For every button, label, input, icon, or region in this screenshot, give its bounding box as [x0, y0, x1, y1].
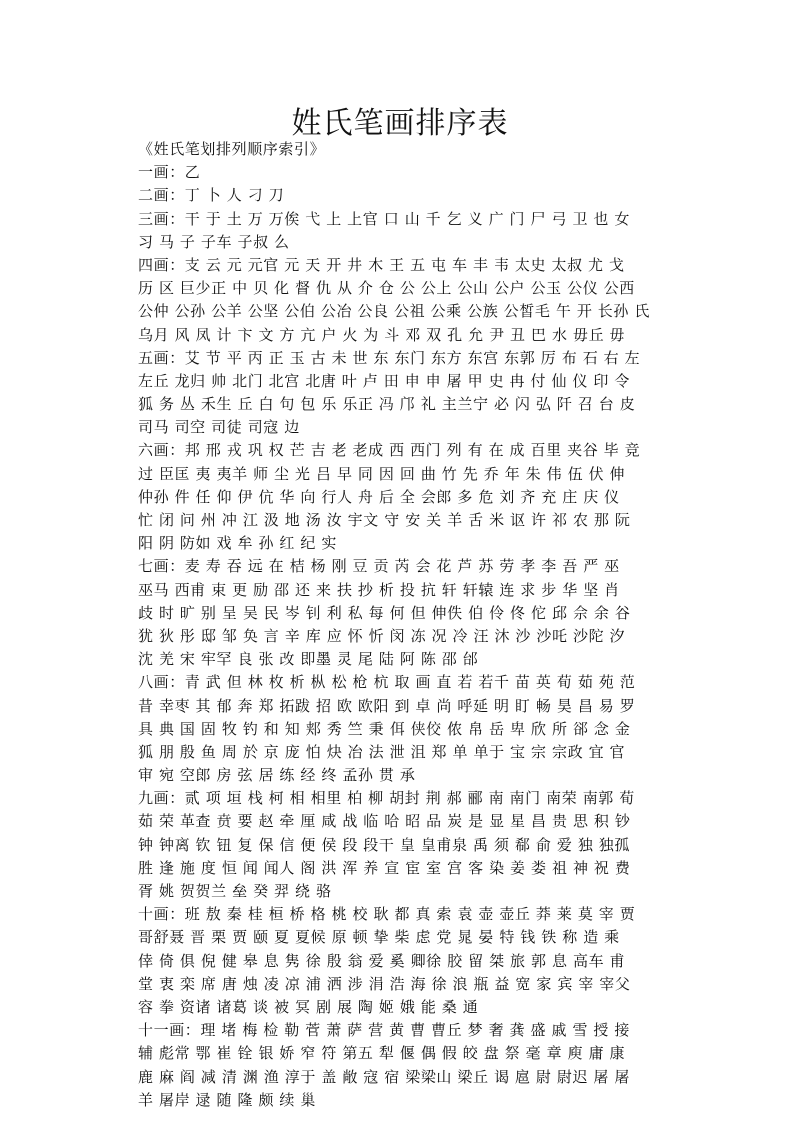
text-line: 堂 衷 栾 席 唐 烛 凌 凉 浦 洒 涉 涓 浩 海 徐 浪 瓶 益 宽 家 宾 宰 宰父: [138, 974, 631, 993]
text-line: 歧 时 旷 别 呈 吴 民 岑 钊 利 私 每 何 但 伸佚 伯 伶 佟 佗 邱 佘 余 谷: [138, 603, 631, 622]
page-title: 姓氏笔画排序表: [291, 106, 509, 141]
text-line: 狐 朋 殷 鱼 周 於 京 庞 怕 炔 冶 法 泄 沮 郑 单 单于 宝 宗 宗政 宜 官: [138, 742, 626, 761]
text-line: 茹 荣 革查 贲 要 赵 牵 厘 咸 战 临 哈 昭 品 炭 是 显 星 昌 贵 思 积 钞: [138, 812, 631, 831]
text-line: 倖 倚 俱 倪 健 皋 息 隽 徐 殷 翁 爱 奚 卿徐 胶 留 桀 旅 郭 息 高车 甫: [138, 951, 626, 970]
text-line: 仲孙 件 任 仰 伊 伉 华 向 行人 舟 后 全 会郎 多 危 刘 齐 充 庄 庆 仪: [138, 487, 620, 506]
text-line: 司马 司空 司徒 司寇 边: [138, 418, 300, 437]
text-line: 犹 狄 彤 邸 邹 奂 言 辛 库 应 怀 忻 闵 冻 况 冷 汪 沐 沙 沙吒 沙陀 汐: [138, 626, 626, 645]
text-line: 十一画：理 堵 梅 检 勒 菅 萧 萨 营 黄 曹 曹丘 梦 奢 龚 盛 戚 雪 授 接: [138, 1021, 630, 1040]
text-line: 阳 阴 防如 戏 牟 孙 红 纪 实: [138, 534, 337, 553]
text-line: 胜 逢 施 度 恒 闻 闻人 阁 洪 浑 养 宣 宦 室 宫 客 染 姜 娄 祖 神 祝 费: [138, 858, 631, 877]
text-line: 审 宛 空郎 房 弦 居 练 经 终 孟孙 贯 承: [138, 766, 416, 785]
text-line: 习 马 子 子车 子叔 么: [138, 232, 290, 251]
text-line: 九画：贰 项 垣 栈 柯 相 相里 柏 柳 胡封 荆 郝 郦 南 南门 南荣 南郭 荀: [138, 789, 635, 808]
text-line: 胥 姚 贺贺兰 垒 癸 羿 绕 骆: [138, 882, 332, 900]
text-line: 羊 屠岸 逯 随 隆 颇 续 巢: [138, 1090, 316, 1109]
text-line: 过 臣匡 夷 夷羊 师 尘 光 吕 早 同 因 回 曲 竹 先 乔 年 朱 伟 伍 伏 伸: [138, 464, 626, 483]
text-line: 七画：麦 寿 吞 远 在 桔 杨 刚 豆 贡 芮 会 花 芦 苏 劳 孝 李 吾 严 巫: [138, 557, 620, 576]
text-line: 具 典 国 固 牧 钓 和 知 郏 秀 竺 秉 佴 侠佼 侬 帛 岳 卑 欣 所 郤 念 金: [138, 719, 631, 738]
text-line: 哥舒聂 晋 栗 贾 颐 夏 夏候 原 顿 挚 柴 虑 党 晁 晏 特 钱 铁 称 造 乘: [138, 928, 620, 947]
surname-index-list: [138, 138, 698, 1112]
text-line: 一画：乙: [138, 163, 201, 182]
text-line: 容 拳 资诸 诸葛 谈 被 冥 剧 展 陶 姬 娥 能 桑 通: [138, 997, 479, 1016]
text-line: 二画：丁 卜 人 刁 刀: [138, 186, 285, 205]
text-line: 乌月 风 凤 计 卞 文 方 亢 户 火 为 斗 邓 双 孔 允 尹 丑 巴 水 毋丘 毋: [138, 325, 626, 344]
text-line: 忙 闭 问 州 冲 江 汲 地 汤 汝 宇文 守 安 关 羊 舌 米 讴 许 祁 农 那 阮: [138, 511, 631, 529]
text-line: 鹿 麻 阎 减 清 渊 渔 淳于 盖 敞 寇 宿 梁梁山 梁丘 谒 扈 尉 尉迟 屠 屠: [138, 1067, 630, 1086]
text-line: 公仲 公孙 公羊 公坚 公伯 公冶 公良 公祖 公乘 公族 公皙毛 午 开 长孙 氏: [138, 302, 650, 321]
text-line: 十画：班 敖 秦 桂 桓 桥 格 桃 校 耿 都 真 索 袁 壶 壶丘 莽 莱 莫 宰 贾: [138, 905, 636, 924]
text-line: 五画：艾 节 平 丙 正 玉 古 未 世 东 东门 东方 东宫 东郭 厉 布 石 右 左: [138, 348, 641, 367]
text-line: 钟 钟离 钦 钮 复 保 信 便 侯 段 段干 皇 皇甫泉 禹 须 郗 俞 爱 独 独孤: [138, 835, 630, 854]
text-line: 三画：干 于 土 万 万俟 弋 上 上官 口 山 千 乞 义 广 门 尸 弓 卫 也 女: [138, 209, 630, 228]
text-line: 《姓氏笔划排列顺序索引》: [138, 140, 326, 158]
text-line: 历 区 巨少正 中 贝 化 督 仇 从 介 仓 公 公上 公山 公户 公玉 公仪 公西: [138, 279, 635, 298]
text-line: 昔 幸枣 其 郁 奔 郑 拓跋 招 欧 欧阳 到 卓 尚 呼延 明 盯 畅 昊 昌 易 罗: [138, 696, 636, 715]
text-line: 辅 彪常 鄂 崔 铨 银 娇 窄 符 第五 犁 偃 偶 假 皎 盘 祭 毫 章 庾 庸 康: [138, 1044, 626, 1063]
text-line: 八画：青 武 但 林 枚 析 枞 松 枪 杭 取 画 直 若 若千 苗 英 荀 茹 苑 范: [138, 673, 636, 692]
text-line: 巫马 西甫 束 更 励 邵 还 来 扶 抄 析 投 抗 轩 轩辕 连 求 步 华 坚 肖: [138, 580, 620, 599]
text-line: 狐 务 丛 禾生 丘 白 句 包 乐 乐正 冯 邝 礼 主兰宁 必 闪 弘 阡 召 台 皮: [138, 395, 636, 414]
text-line: 左丘 龙归 帅 北门 北宫 北唐 叶 卢 田 申 申 屠 甲 史 冉 付 仙 仪 印 令: [138, 371, 630, 390]
text-line: 沈 羌 宋 牢罕 良 张 改 即墨 灵 尾 陆 阿 陈 邵 邰: [138, 650, 479, 669]
text-line: 四画：支 云 元 元官 元 天 开 井 木 王 五 屯 车 丰 韦 太史 太叔 尤 戈: [138, 255, 625, 274]
text-line: 六画：邦 邢 戎 巩 权 芒 吉 老 老成 西 西门 列 有 在 成 百里 夹谷 毕 竞: [138, 441, 641, 460]
